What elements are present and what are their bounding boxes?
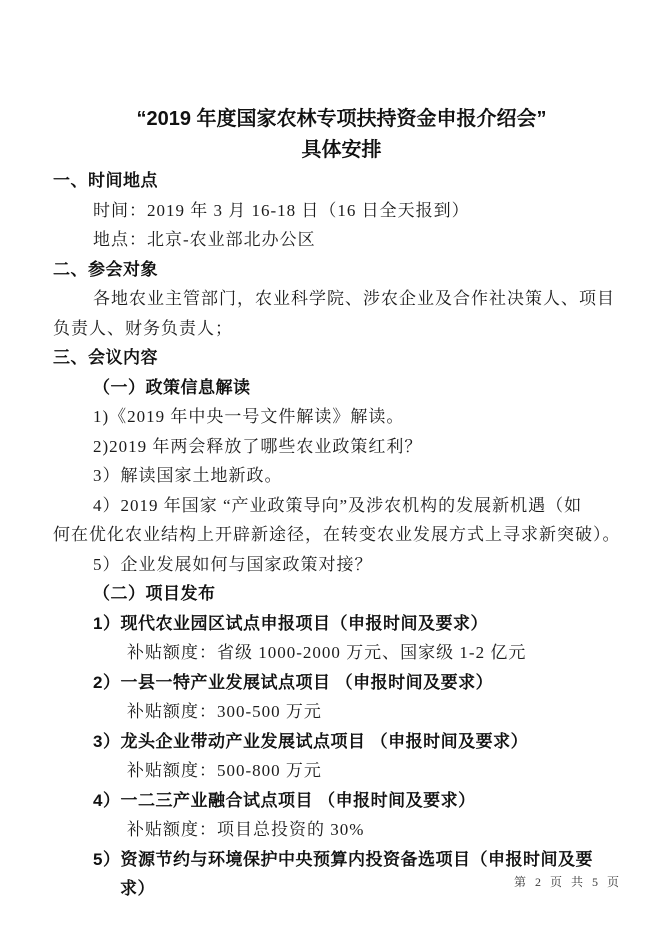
projects-section-heading: （二）项目发布: [93, 584, 216, 603]
policy-item-5: 5）企业发展如何与国家政策对接？: [93, 554, 373, 574]
project-3-title: 3）龙头企业带动产业发展试点项目 （申报时间及要求）: [93, 731, 529, 751]
document-subtitle: 具体安排: [301, 139, 382, 161]
policy-item-4-line-1: 4）2019 年国家 “产业政策导向”及涉农机构的发展新机遇（如: [93, 495, 583, 515]
project-4-subsidy: 补贴额度：项目总投资的 30%: [127, 820, 365, 839]
policy-section-heading: （一）政策信息解读: [93, 377, 251, 397]
section-3-heading: 三、会议内容: [53, 348, 158, 367]
policy-item-1: 1)《2019 年中央一号文件解读》解读。: [93, 407, 405, 426]
document-title: “2019 年度国家农林专项扶持资金申报介绍会”: [136, 108, 547, 130]
document-title-block: [53, 0, 630, 166]
policy-item-2: 2)2019 年两会释放了哪些农业政策红利？: [93, 436, 423, 456]
attendees-line-2: 负责人、财务负责人；: [53, 318, 233, 338]
document-content: [53, 0, 630, 904]
policy-item-3: 3）解读国家土地新政。: [93, 466, 283, 485]
section-2-heading: 二、参会对象: [53, 259, 158, 279]
project-1-subsidy: 补贴额度：省级 1000-2000 万元、国家级 1-2 亿元: [127, 643, 527, 662]
project-2-title: 2）一县一特产业发展试点项目 （申报时间及要求）: [93, 672, 494, 692]
project-3-subsidy: 补贴额度：500-800 万元: [127, 761, 322, 780]
page-footer: 第 2 页 共 5 页: [513, 875, 622, 889]
project-1-title: 1）现代农业园区试点申报项目（申报时间及要求）: [93, 613, 488, 633]
project-4-title: 4）一二三产业融合试点项目 （申报时间及要求）: [93, 790, 476, 810]
project-2-subsidy: 补贴额度：300-500 万元: [127, 702, 322, 721]
attendees-line-1: 各地农业主管部门，农业科学院、涉农企业及合作社决策人、项目: [93, 289, 615, 308]
project-5-title-line-2: 求）: [120, 879, 155, 898]
time-line: 时间：2019 年 3 月 16-18 日（16 日全天报到）: [93, 200, 470, 220]
place-line: 地点：北京-农业部北办公区: [93, 230, 316, 249]
section-1-heading: 一、时间地点: [53, 171, 158, 190]
project-5-title-line-1: 5）资源节约与环境保护中央预算内投资备选项目（申报时间及要: [93, 849, 593, 869]
policy-item-4-line-2: 何在优化农业结构上开辟新途径，在转变农业发展方式上寻求新突破）。: [53, 525, 621, 544]
